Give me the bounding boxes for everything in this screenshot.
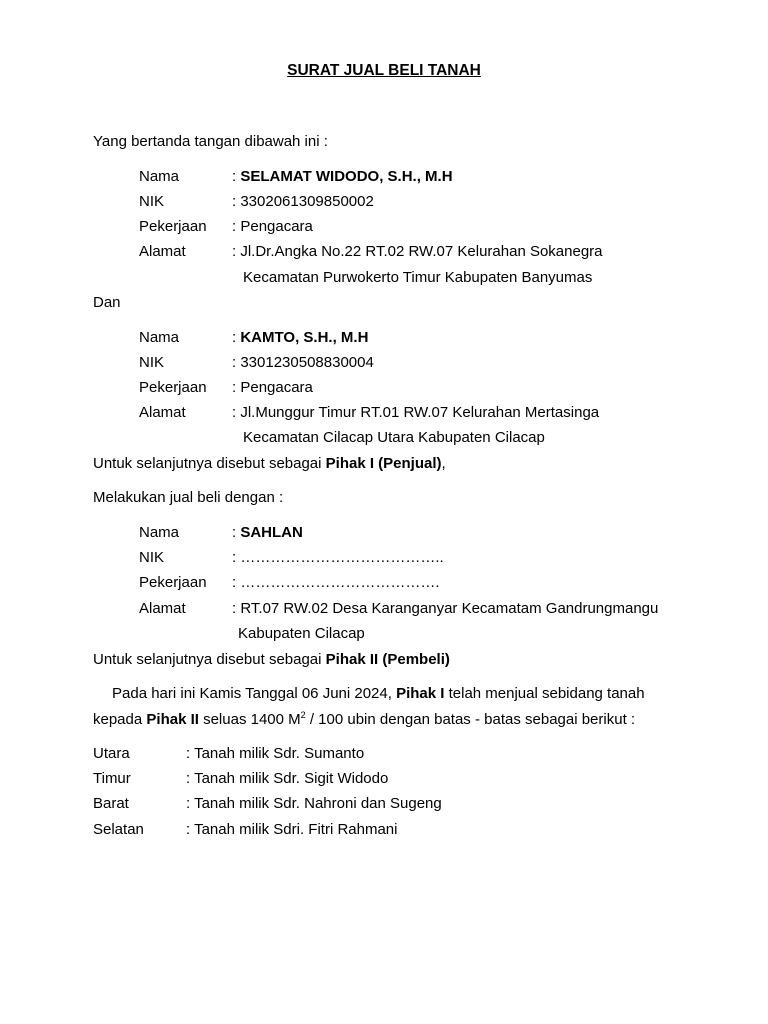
label-nik: NIK: [139, 193, 165, 210]
label-alamat: Alamat: [139, 243, 186, 260]
party1a-alamat-line2: Kecamatan Purwokerto Timur Kabupaten Banyumas: [243, 269, 593, 286]
label-alamat: Alamat: [139, 404, 186, 421]
party1a-alamat-line1: : Jl.Dr.Angka No.22 RT.02 RW.07 Kelurahan Sokanegra: [232, 243, 603, 260]
label-nama: Nama: [139, 329, 180, 346]
label-pekerjaan: Pekerjaan: [139, 379, 207, 396]
party2-nama: : SAHLAN: [232, 524, 303, 541]
boundary-value-selatan: : Tanah milik Sdri. Fitri Rahmani: [186, 821, 398, 838]
paragraph-line1: Pada hari ini Kamis Tanggal 06 Juni 2024, Pihak I telah menjual sebidang tanah: [112, 685, 645, 702]
party1a-pekerjaan: : Pengacara: [232, 218, 313, 235]
label-nik: NIK: [139, 354, 165, 371]
party1b-alamat-line2: Kecamatan Cilacap Utara Kabupaten Cilacap: [243, 429, 545, 446]
party1b-nik: : 3301230508830004: [232, 354, 374, 371]
dan-text: Dan: [93, 294, 121, 311]
label-pekerjaan: Pekerjaan: [139, 218, 207, 235]
party1b-alamat-line1: : Jl.Munggur Timur RT.01 RW.07 Kelurahan Mertasinga: [232, 404, 600, 421]
label-nama: Nama: [139, 168, 180, 185]
label-alamat: Alamat: [139, 600, 186, 617]
party2-alamat-line1: : RT.07 RW.02 Desa Karanganyar Kecamatam Gandrungmangu: [232, 600, 659, 617]
melakukan-text: Melakukan jual beli dengan :: [93, 489, 284, 506]
boundary-value-barat: : Tanah milik Sdr. Nahroni dan Sugeng: [186, 795, 442, 812]
label-nama: Nama: [139, 524, 180, 541]
label-nik: NIK: [139, 549, 165, 566]
party1b-pekerjaan: : Pengacara: [232, 379, 313, 396]
boundary-label-barat: Barat: [93, 795, 129, 812]
pihak2-sentence: Untuk selanjutnya disebut sebagai Pihak II (Pembeli): [93, 651, 450, 668]
party2-pekerjaan: : ………………………………….: [232, 574, 440, 591]
party1a-nik: : 3302061309850002: [232, 193, 374, 210]
boundary-value-timur: : Tanah milik Sdr. Sigit Widodo: [186, 770, 389, 787]
boundary-label-timur: Timur: [93, 770, 131, 787]
party1a-nama: : SELAMAT WIDODO, S.H., M.H: [232, 168, 453, 185]
boundary-value-utara: : Tanah milik Sdr. Sumanto: [186, 745, 365, 762]
party2-alamat-line2: Kabupaten Cilacap: [238, 625, 365, 642]
document-title: SURAT JUAL BELI TANAH: [287, 62, 481, 79]
boundary-label-selatan: Selatan: [93, 821, 144, 838]
party1b-nama: : KAMTO, S.H., M.H: [232, 329, 369, 346]
paragraph-line2: kepada Pihak II seluas 1400 $M^2 / 100$ ubin dengan batas - batas sebagai berikut :: [93, 710, 636, 728]
label-pekerjaan: Pekerjaan: [139, 574, 207, 591]
party2-nik: : …………………………………..: [232, 549, 444, 566]
intro-text: Yang bertanda tangan dibawah ini :: [93, 133, 328, 150]
boundary-label-utara: Utara: [93, 745, 130, 762]
pihak1-sentence: Untuk selanjutnya disebut sebagai Pihak I (Penjual),: [93, 455, 446, 472]
